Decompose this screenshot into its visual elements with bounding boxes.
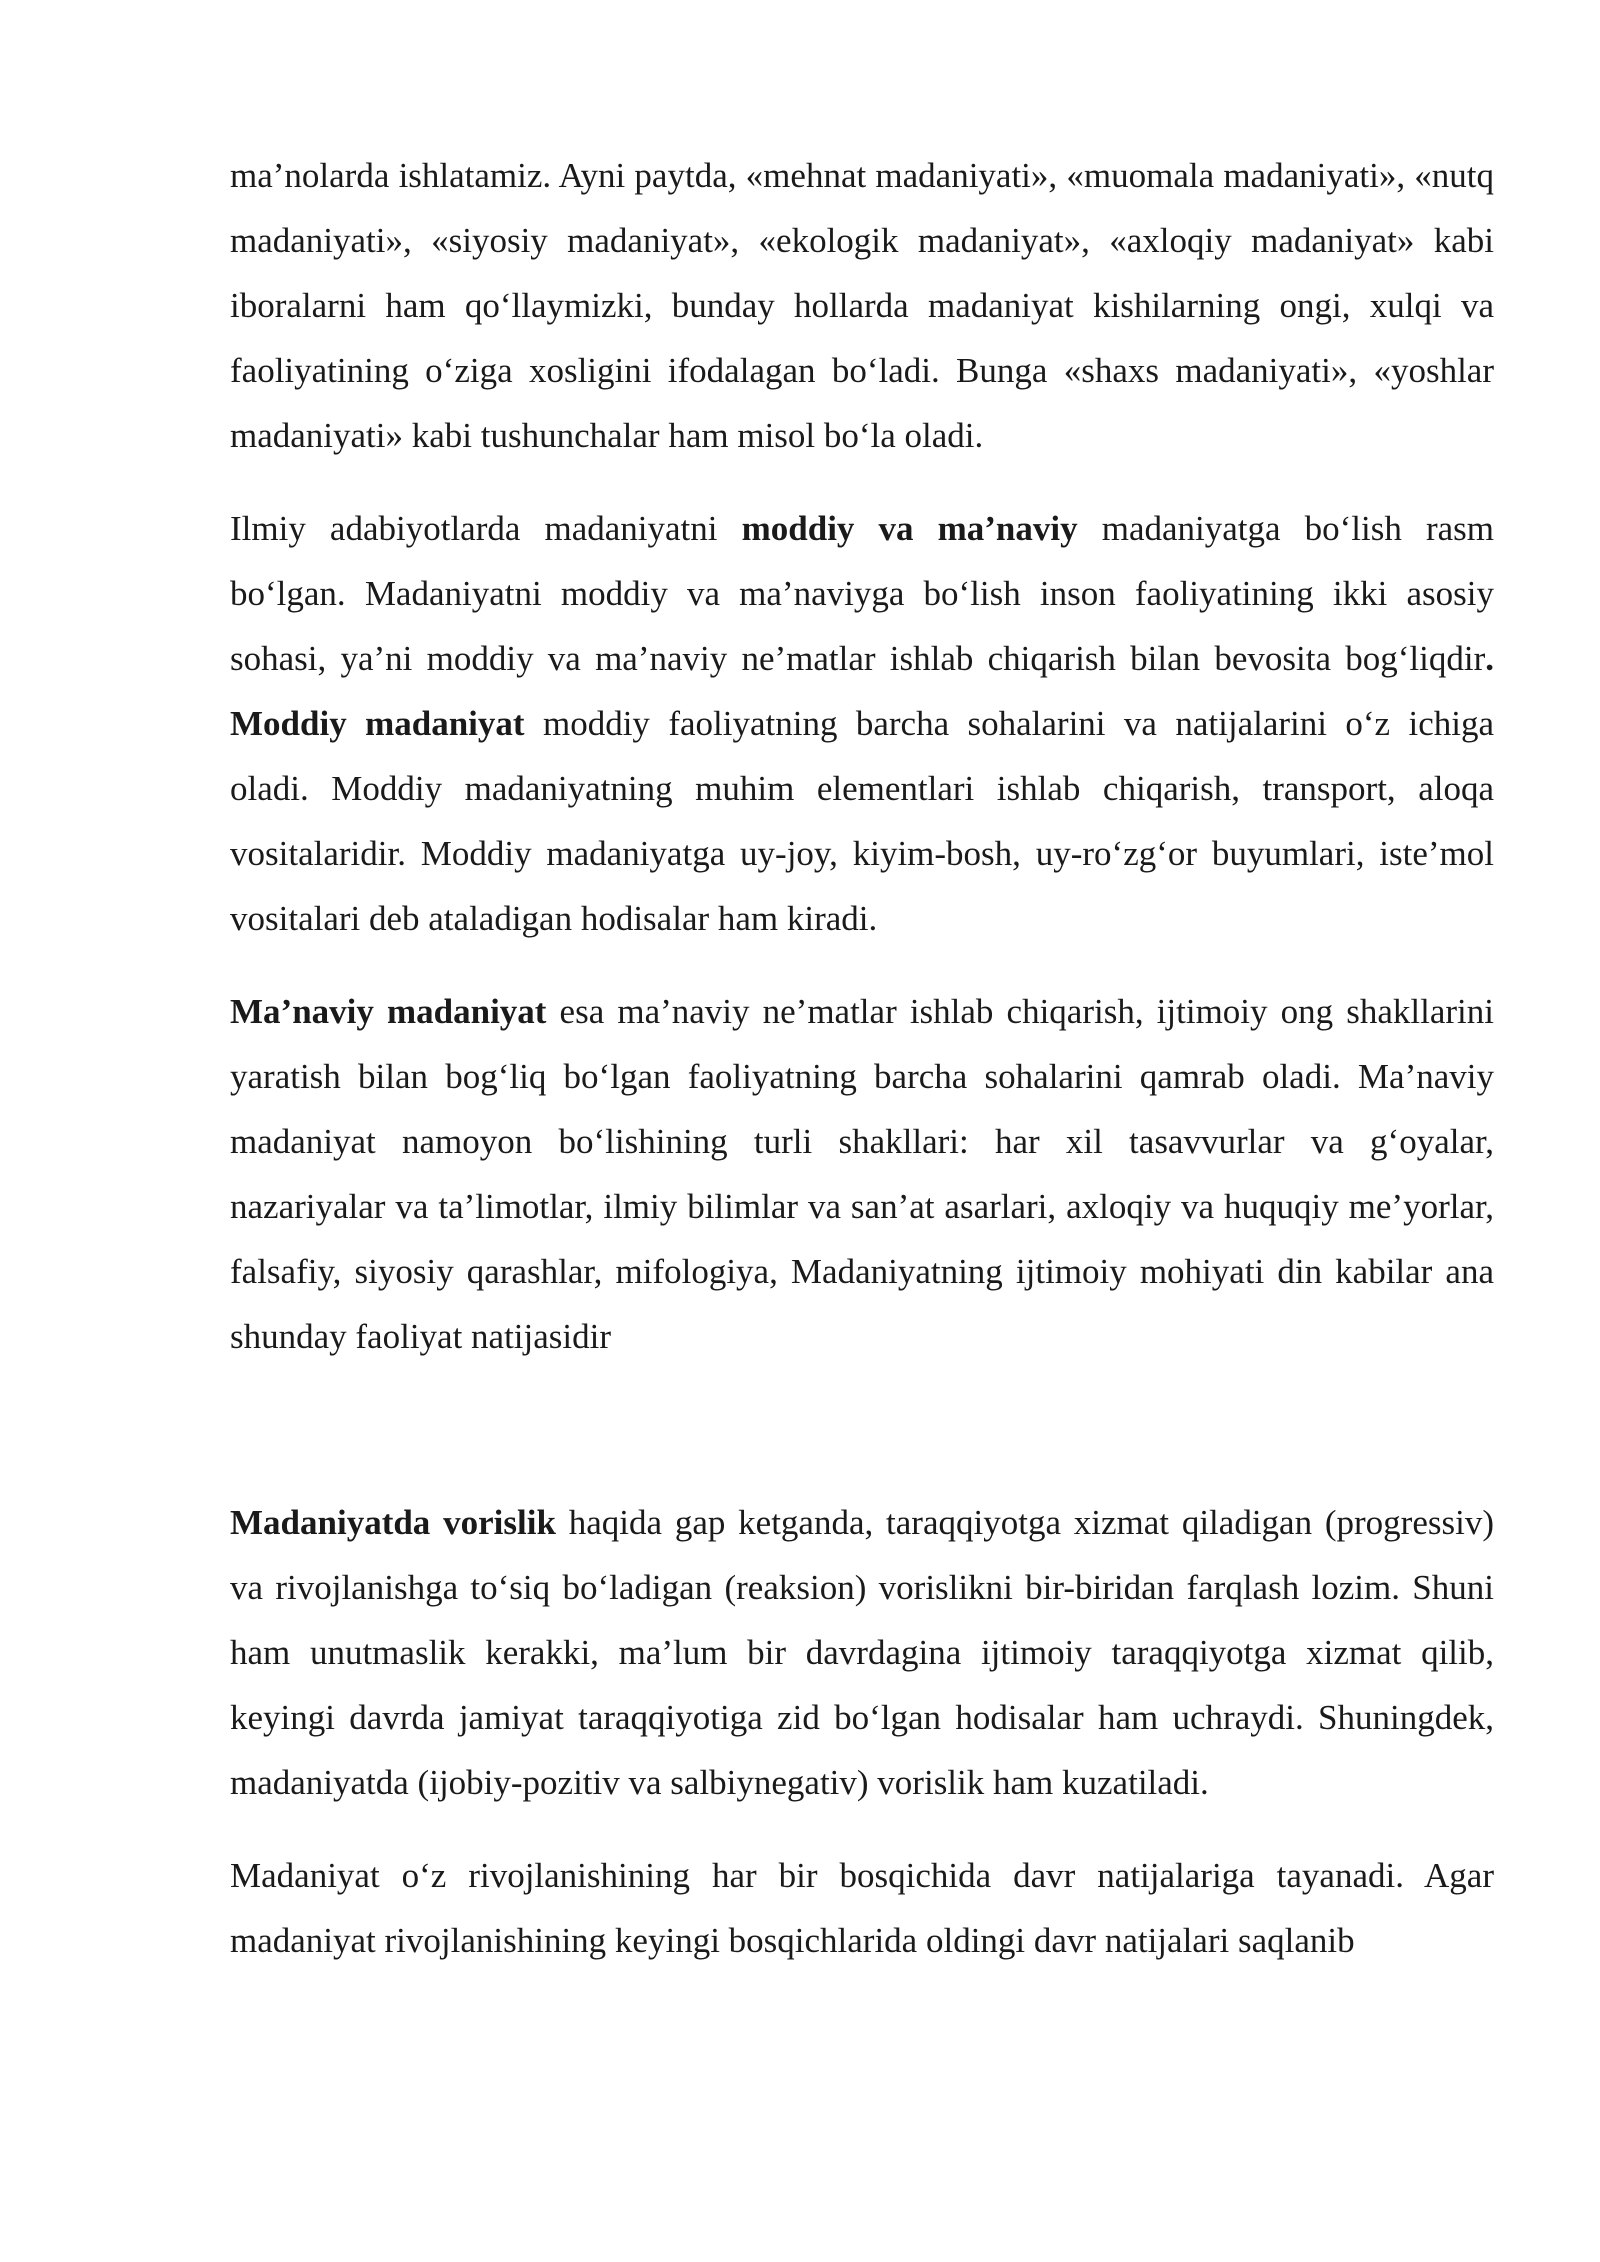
paragraph-2-text-3: moddiy faoliyatning barcha sohalarini va natijalarini o‘z ichiga oladi. Moddiy madaniyatning muhim elementlari ishlab chiqarish, transport, aloqa vositalaridir. Moddiy madaniyatga uy-joy, kiyim-bosh, uy-ro‘zg‘or buyumlari, iste’mol vositalari deb ataladigan hodisalar ham kiradi. xyxy=(230,704,1494,938)
paragraph-5-text: Madaniyat o‘z rivojlanishining har bir bosqichida davr natijalariga tayanadi. Agar madaniyat rivojlanishining keyingi bosqichlarida oldingi davr natijalari saqlanib xyxy=(230,1856,1494,1960)
paragraph-1-text: ma’nolarda ishlatamiz. Ayni paytda, «mehnat madaniyati», «muomala madaniyati», «nutq madaniyati», «siyosiy madaniyat», «ekologik madaniyat», «axloqiy madaniyat» kabi iboralarni ham qo‘llaymizki, bunday hollarda madaniyat kishilarning ongi, xulqi va faoliyatining o‘ziga xosligini ifodalagan bo‘ladi. Bunga «shaxs madaniyati», «yoshlar madaniyati» kabi tushunchalar ham misol bo‘la oladi. xyxy=(230,156,1494,455)
paragraph-2-bold-term-1: moddiy va ma’naviy xyxy=(741,509,1078,548)
paragraph-2-bold-term-2: . Moddiy madaniyat xyxy=(230,639,1494,743)
paragraph-1 xyxy=(230,143,1494,468)
paragraph-4-bold-term: Madaniyatda vorislik xyxy=(230,1503,556,1542)
paragraph-3-text: esa ma’naviy ne’matlar ishlab chiqarish, ijtimoiy ong shakllarini yaratish bilan bog‘liq bo‘lgan faoliyatning barcha sohalarini qamrab oladi. Ma’naviy madaniyat namoyon bo‘lishining turli shakllari: har xil tasavvurlar va g‘oyalar, nazariyalar va ta’limotlar, ilmiy bilimlar va san’at asarlari, axloqiy va huquqiy me’yorlar, falsafiy, siyosiy qarashlar, mifologiya, Madaniyatning ijtimoiy mohiyati din kabilar ana shunday faoliyat natijasidir xyxy=(230,992,1494,1356)
paragraph-3 xyxy=(230,979,1494,1369)
paragraph-5 xyxy=(230,1843,1494,1973)
paragraph-4 xyxy=(230,1490,1494,1815)
text-body xyxy=(230,143,1494,1973)
paragraph-4-text: haqida gap ketganda, taraqqiyotga xizmat qiladigan (progressiv) va rivojlanishga to‘siq bo‘ladigan (reaksion) vorislikni bir-biridan farqlash lozim. Shuni ham unutmaslik kerakki, ma’lum bir davrdagina ijtimoiy taraqqiyotga xizmat qilib, keyingi davrda jamiyat taraqqiyotiga zid bo‘lgan hodisalar ham uchraydi. Shuningdek, madaniyatda (ijobiy-pozitiv va salbiynegativ) vorislik ham kuzatiladi. xyxy=(230,1503,1494,1802)
paragraph-2-text-2: madaniyatga bo‘lish rasm bo‘lgan. Madaniyatni moddiy va ma’naviyga bo‘lish inson faoliyatining ikki asosiy sohasi, ya’ni moddiy va ma’naviy ne’matlar ishlab chiqarish bilan bevosita bog‘liqdir xyxy=(230,509,1494,678)
paragraph-3-bold-term: Ma’naviy madaniyat xyxy=(230,992,547,1031)
paragraph-2 xyxy=(230,496,1494,951)
paragraph-2-text-1: Ilmiy adabiyotlarda madaniyatni xyxy=(230,509,742,548)
